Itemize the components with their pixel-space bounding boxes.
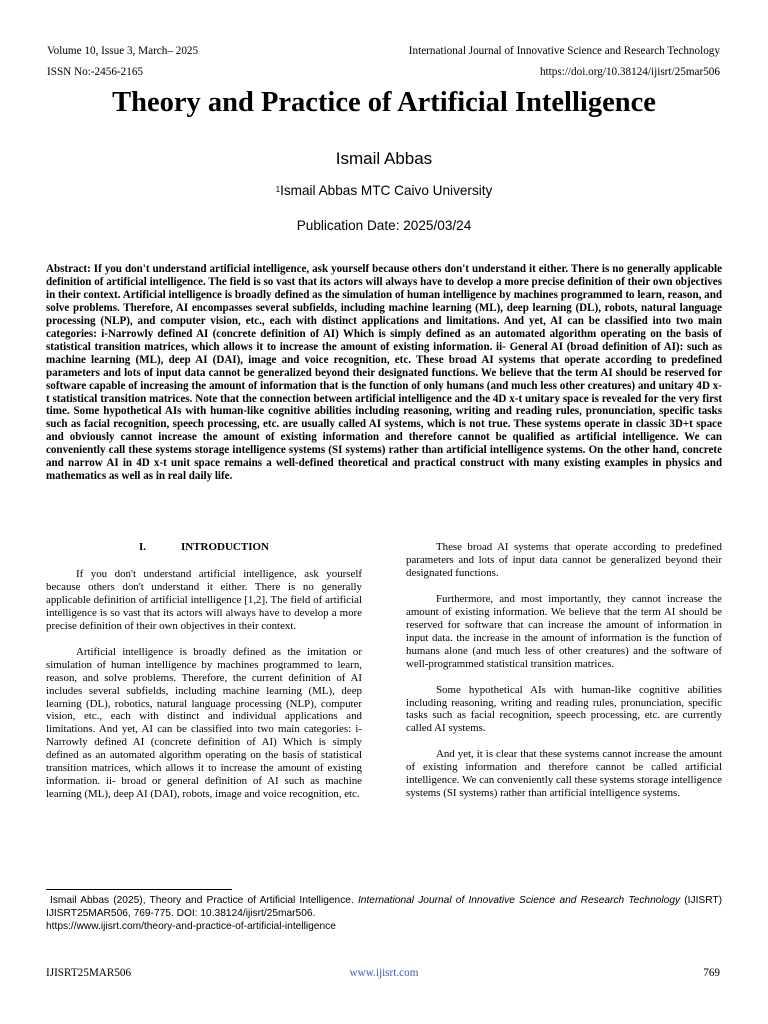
body-paragraph: And yet, it is clear that these systems cannot increase the amount of existing information and therefore cannot be called artificial intelligence. We can conveniently call these systems storage intelligence systems (SI systems) rather than artificial intelligence systems. [406,748,722,800]
body-paragraph: These broad AI systems that operate according to predefined parameters and lots of input data cannot be generalized beyond their designated functions. [406,541,722,579]
author-affiliation [0,182,768,200]
doi-link[interactable]: https://doi.org/10.38124/ijisrt/25mar506 [539,66,720,78]
website-link[interactable]: www.ijisrt.com [349,967,419,979]
footnote-divider [46,889,232,890]
body-paragraph: Some hypothetical AIs with human-like cognitive abilities including reasoning, writing and reading rules, pronunciation, specific tasks such as facial recognition, speech processing, etc. are currently called AI systems. [406,683,722,735]
body-paragraph: If you don't understand artificial intelligence, ask yourself because others don't understand it either. There is no generally applicable definition of artificial intelligence [1,2]. The field of artificial intelligence is so vast that its actors will always have to develop a more precise definition of their own objectives in their context. [46,567,362,632]
publication-date: Publication Date: 2025/03/24 [296,218,472,233]
body-paragraph: Furthermore, and most importantly, they cannot increase the amount of existing information. We believe that the term AI should be reserved for software that can increase the amount of information in input data. the increase in the amount of information is the function of humans alone (and much less of other creatures) and the software of well-programmed statistical transition matrices. [406,592,722,670]
affiliation-text: Ismail Abbas MTC Caivo University [280,183,493,198]
affiliation-marker: 1 [275,185,281,194]
left-column [46,541,362,814]
issn: ISSN No:-2456-2165 [47,66,144,78]
right-column [406,541,722,813]
author-name: Ismail Abbas [335,149,433,168]
section-heading [46,541,362,554]
volume-issue: Volume 10, Issue 3, March– 2025 [47,45,199,57]
abstract: Abstract: If you don't understand artificial intelligence, ask yourself because others don't understand it either. There is no generally applicable definition of artificial intelligence. The field is so vast that its actors will always have to develop a more precise definition of their own objectives in their context. Artificial intelligence is broadly defined as the simulation of human intelligence by machines programmed to learn, reason, and solve problems. Therefore, AI encompasses several subfields, including machine learning (ML), deep learning (DL), robots, natural language processing (NLP), and computer vision, etc., each with distinct applications and limitations. And yet, AI can be classified into two main categories: i-Narrowly defined AI (concrete definition of AI) Which is simply defined as an automated algorithm operating on the basis of statistical transition matrices, which allows it to increase the amount of existing information. ii- General AI (broad definition of AI): such as machine learning (ML), deep AI (DAI), image and voice recognition, etc. These broad AI systems that operate according to predefined parameters and lots of input data cannot be generalized beyond their designated functions. We believe that the term AI should be reserved for software capable of increasing the amount of information that is the function of only humans (and much less other creatures) and unitary 4D x-t statistical transition matrices. Note that the connection between artificial intelligence and the 4D x-t unitary space is revealed for the very first time. Some hypothetical AIs with human-like cognitive abilities including reasoning, writing and reading rules, pronunciation, specific tasks such as facial recognition, speech processing, etc. are usually called AI systems, which is not true. These systems operate in classic 3D+t space and obviously cannot increase the amount of existing information and therefore cannot be qualified as artificial intelligence. We can conveniently call these systems storage intelligence systems (SI systems) rather than artificial intelligence systems. On the other hand, concrete and narrow AI in 4D x-t unit space remains a well-defined theoretical and practical construct with many existing examples in physics and mathematics as well as in real daily life. [46,263,722,483]
citation-journal: International Journal of Innovative Science and Research Technology [357,895,681,906]
journal-name: International Journal of Innovative Science and Research Technology [408,45,720,57]
article-url[interactable]: https://www.ijisrt.com/theory-and-practice-of-artificial-intelligence [46,920,336,932]
citation-details: (IJISRT) IJISRT25MAR506, 769-775. DOI: 10.38124/ijisrt/25mar506. [46,895,723,919]
citation-footnote [46,895,722,934]
section-number: I. [138,541,147,553]
paper-id: IJISRT25MAR506 [46,967,132,979]
page-number: 769 [703,967,720,979]
section-title: INTRODUCTION [180,541,269,553]
body-paragraph: Artificial intelligence is broadly defined as the imitation or simulation of human intelligence by machines programmed to learn, reason, and solve problems. Therefore, the current definition of AI includes several subfields, including machine learning (ML), deep learning (DL), robotics, natural language processing (NLP), computer vision, etc., each with distinct and individual applications and limitations. And yet, AI can be classified into two main categories: i- Narrowly defined AI (concrete definition of AI) Which is simply defined as an automated algorithm operating on the basis of statistical transition matrices, which allows it to increase the amount of existing information. ii- broad or general definition of AI such as machine learning (ML), deep AI (DAI), robots, image and voice recognition, etc. [46,645,362,801]
paper-title: Theory and Practice of Artificial Intelligence [112,87,656,118]
citation-text: Ismail Abbas (2025), Theory and Practice of Artificial Intelligence. [50,895,358,906]
